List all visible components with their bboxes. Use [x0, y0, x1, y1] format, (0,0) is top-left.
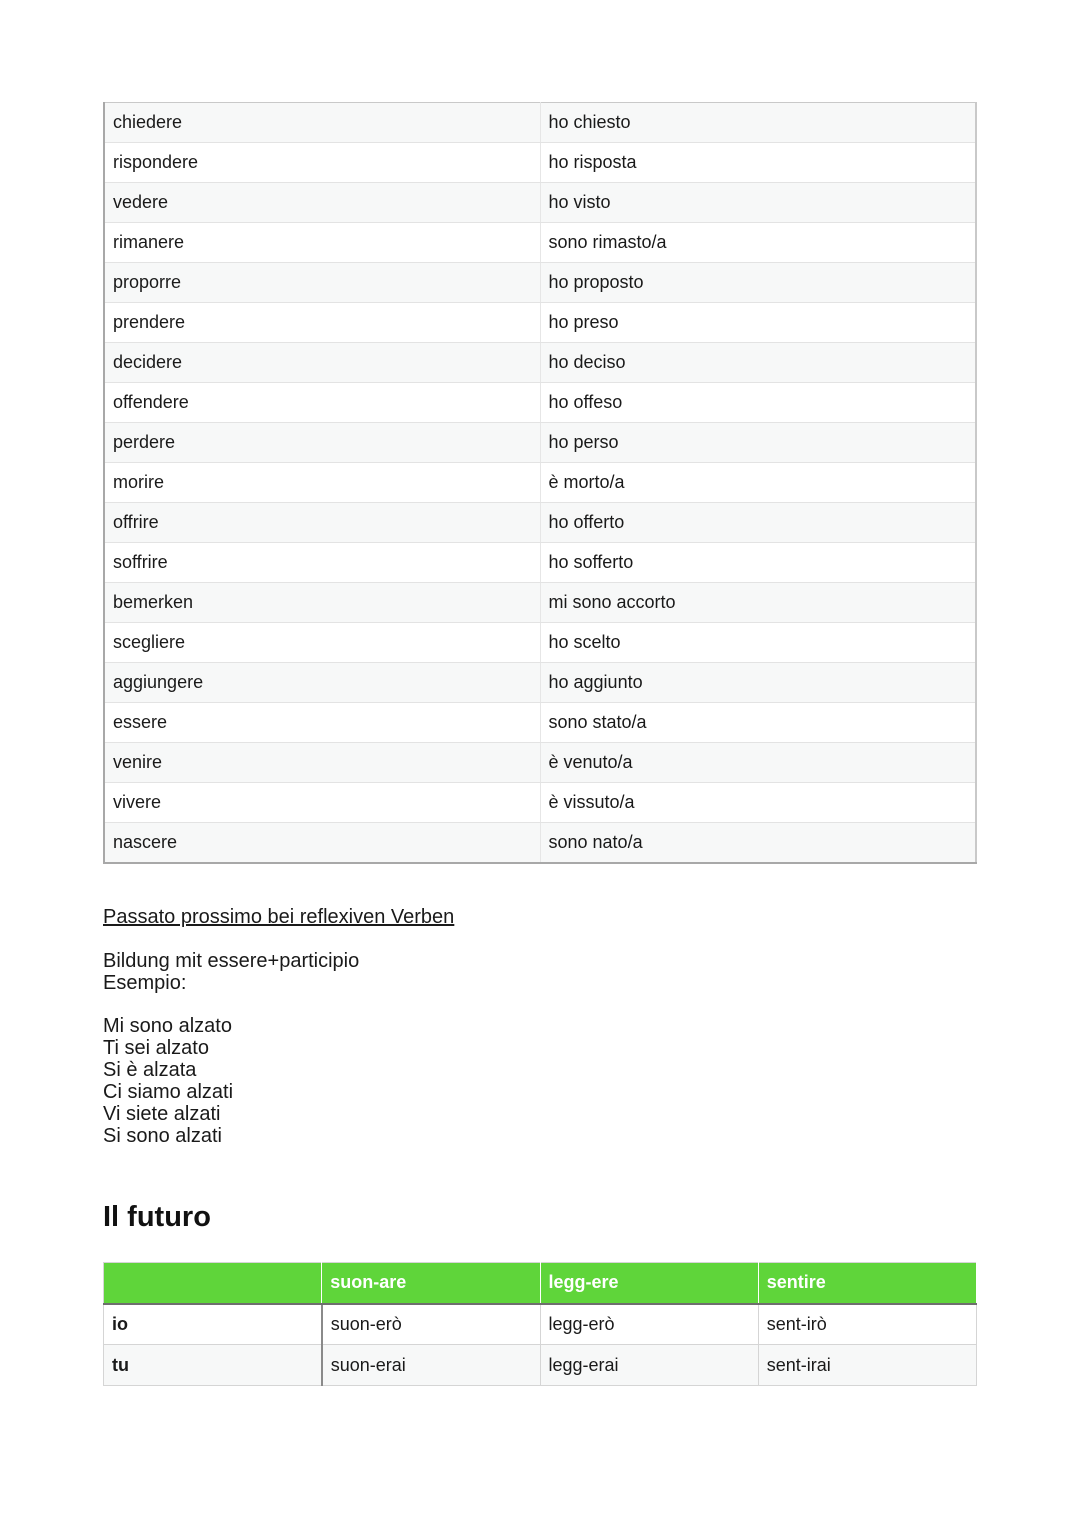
futuro-header-cell: legg-ere — [540, 1263, 758, 1304]
conjugation-cell: suon-erai — [322, 1345, 540, 1386]
reflexive-heading: Passato prossimo bei reflexiven Verben — [103, 906, 455, 928]
table-row — [104, 663, 976, 703]
participle-cell: ho offeso — [540, 383, 976, 423]
infinitive-cell: prendere — [104, 303, 540, 343]
table-row — [104, 503, 976, 543]
futuro-table — [103, 1262, 977, 1386]
infinitive-cell: morire — [104, 463, 540, 503]
infinitive-cell: bemerken — [104, 583, 540, 623]
table-row — [104, 343, 976, 383]
conjugation-cell: sent-irò — [758, 1304, 976, 1345]
participle-cell: ho risposta — [540, 143, 976, 183]
table-row — [104, 823, 976, 863]
table-row — [104, 543, 976, 583]
table-row — [104, 183, 976, 223]
infinitive-cell: nascere — [104, 823, 540, 863]
table-row — [104, 223, 976, 263]
infinitive-cell: vedere — [104, 183, 540, 223]
conjugation-cell: legg-erai — [540, 1345, 758, 1386]
infinitive-cell: essere — [104, 703, 540, 743]
participle-cell: ho visto — [540, 183, 976, 223]
intro-line: Esempio: — [103, 972, 187, 994]
conjugation-cell: suon-erò — [322, 1304, 540, 1345]
example-line: Mi sono alzato — [103, 1015, 232, 1037]
infinitive-cell: soffrire — [104, 543, 540, 583]
participle-cell: ho deciso — [540, 343, 976, 383]
infinitive-cell: perdere — [104, 423, 540, 463]
infinitive-cell: rispondere — [104, 143, 540, 183]
table-row — [104, 1345, 977, 1386]
infinitive-cell: scegliere — [104, 623, 540, 663]
participle-cell: sono stato/a — [540, 703, 976, 743]
futuro-header-row — [104, 1263, 977, 1304]
infinitive-cell: chiedere — [104, 103, 540, 143]
table-row — [104, 703, 976, 743]
pronoun-cell: io — [104, 1304, 322, 1345]
participle-cell: è venuto/a — [540, 743, 976, 783]
participle-table — [103, 102, 977, 864]
participle-cell: è morto/a — [540, 463, 976, 503]
conjugation-cell: legg-erò — [540, 1304, 758, 1345]
reflexive-examples — [103, 1015, 233, 1147]
futuro-title: Il futuro — [103, 1201, 211, 1233]
participle-cell: ho chiesto — [540, 103, 976, 143]
example-line: Ti sei alzato — [103, 1037, 209, 1059]
futuro-header-cell: suon-are — [322, 1263, 540, 1304]
infinitive-cell: offendere — [104, 383, 540, 423]
pronoun-cell: tu — [104, 1345, 322, 1386]
table-row — [104, 1304, 977, 1345]
table-row — [104, 623, 976, 663]
example-line: Vi siete alzati — [103, 1103, 221, 1125]
infinitive-cell: aggiungere — [104, 663, 540, 703]
futuro-header-cell: sentire — [758, 1263, 976, 1304]
table-row — [104, 463, 976, 503]
conjugation-cell: sent-irai — [758, 1345, 976, 1386]
table-row — [104, 743, 976, 783]
example-line: Si sono alzati — [103, 1125, 222, 1147]
participle-cell: ho perso — [540, 423, 976, 463]
table-row — [104, 383, 976, 423]
infinitive-cell: proporre — [104, 263, 540, 303]
example-line: Si è alzata — [103, 1059, 197, 1081]
participle-cell: è vissuto/a — [540, 783, 976, 823]
table-row — [104, 423, 976, 463]
example-line: Ci siamo alzati — [103, 1081, 234, 1103]
futuro-header-cell — [104, 1263, 322, 1304]
participle-cell: ho sofferto — [540, 543, 976, 583]
table-row — [104, 583, 976, 623]
infinitive-cell: vivere — [104, 783, 540, 823]
participle-cell: sono nato/a — [540, 823, 976, 863]
table-row — [104, 143, 976, 183]
reflexive-intro — [103, 950, 359, 994]
participle-cell: ho proposto — [540, 263, 976, 303]
infinitive-cell: venire — [104, 743, 540, 783]
participle-cell: ho preso — [540, 303, 976, 343]
table-row — [104, 263, 976, 303]
intro-line: Bildung mit essere+participio — [103, 950, 360, 972]
participle-cell: ho aggiunto — [540, 663, 976, 703]
participle-cell: mi sono accorto — [540, 583, 976, 623]
infinitive-cell: decidere — [104, 343, 540, 383]
participle-cell: sono rimasto/a — [540, 223, 976, 263]
table-row — [104, 303, 976, 343]
infinitive-cell: offrire — [104, 503, 540, 543]
table-row — [104, 783, 976, 823]
infinitive-cell: rimanere — [104, 223, 540, 263]
table-row — [104, 103, 976, 143]
participle-cell: ho offerto — [540, 503, 976, 543]
participle-cell: ho scelto — [540, 623, 976, 663]
